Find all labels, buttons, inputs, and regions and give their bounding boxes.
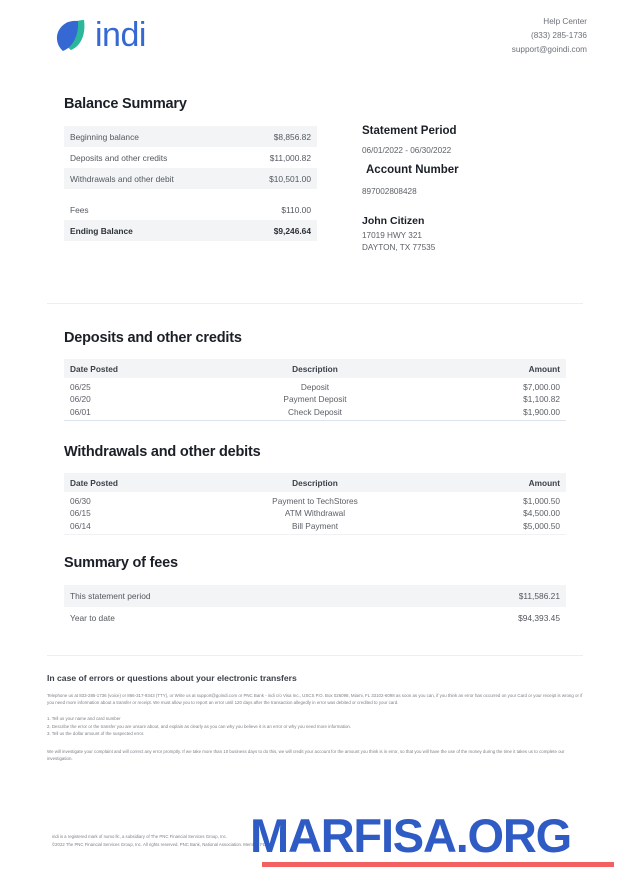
account-number-heading: Account Number — [366, 164, 459, 176]
deposits-table — [64, 359, 566, 418]
cell-description: ATM Withdrawal — [284, 507, 346, 518]
column-header-date: Date Posted — [64, 359, 214, 378]
fee-label: Year to date — [70, 613, 115, 623]
fee-label: This statement period — [70, 591, 151, 601]
balance-label: Ending Balance — [70, 225, 133, 236]
table-header-row — [64, 359, 566, 378]
balance-row-ending — [64, 220, 317, 241]
disclosure-step-item: 2. Describe the error or the transfer you are unsure about, and explain as clearly as you can why you believe it is an error or why you need more information. — [47, 723, 352, 729]
cell-date: 06/14 — [70, 520, 91, 531]
statement-period-heading: Statement Period — [362, 125, 457, 137]
fee-amount: $94,393.45 — [518, 613, 560, 623]
column-header-description: Description — [214, 473, 416, 492]
disclosure-title: In case of errors or questions about your electronic transfers — [47, 673, 297, 683]
table-row — [64, 492, 566, 506]
cell-description: Check Deposit — [288, 406, 342, 417]
watermark-text: MARFISA.ORG — [250, 809, 572, 862]
header-contact-info — [512, 15, 587, 56]
balance-amount: $9,246.64 — [273, 225, 311, 236]
cell-description: Deposit — [300, 382, 330, 392]
cell-amount: $4,500.00 — [523, 507, 560, 518]
customer-address — [362, 230, 582, 254]
column-header-date: Date Posted — [64, 473, 214, 492]
address-line-1: 17019 HWY 321 — [362, 231, 422, 240]
support-phone[interactable]: (833) 285-1736 — [531, 30, 587, 40]
watermark-underline-bar — [262, 862, 614, 867]
balance-label: Deposits and other credits — [70, 152, 168, 163]
column-header-amount: Amount — [416, 473, 566, 492]
cell-amount: $1,100.82 — [523, 393, 560, 404]
withdrawals-table-underline — [64, 534, 566, 535]
disclosure-divider — [47, 655, 583, 656]
column-header-description: Description — [214, 359, 416, 378]
cell-amount: $7,000.00 — [523, 382, 560, 392]
deposits-table-underline — [64, 420, 566, 421]
footer-trademark-line: indi is a registered mark of numo llc, a subsidiary of The PNC Financial Services Group, Inc. — [52, 834, 227, 839]
table-row — [64, 506, 566, 519]
balance-label: Withdrawals and other debit — [70, 173, 174, 184]
cell-amount: $5,000.50 — [523, 520, 560, 531]
withdrawals-section — [64, 444, 566, 535]
balance-row-fees — [64, 199, 317, 220]
statement-period-value: 06/01/2022 - 06/30/2022 — [362, 146, 452, 155]
balance-row-withdrawals — [64, 168, 317, 189]
cell-description: Payment to TechStores — [272, 496, 358, 506]
disclosure-section — [47, 655, 583, 762]
table-row — [64, 392, 566, 405]
table-row — [64, 405, 566, 418]
balance-summary-title: Balance Summary — [64, 96, 187, 112]
leaf-logo-icon — [54, 16, 88, 56]
disclosure-step-item: 3. Tell us the dollar amount of the suspected error. — [47, 731, 145, 737]
address-line-2: DAYTON, TX 77535 — [362, 242, 436, 252]
brand-wordmark: indi — [95, 15, 146, 54]
cell-description: Payment Deposit — [283, 393, 347, 404]
help-center-label[interactable]: Help Center — [543, 17, 587, 26]
withdrawals-table — [64, 473, 566, 532]
section-divider — [47, 303, 583, 304]
account-number-value: 897002808428 — [362, 187, 417, 196]
fee-row-statement-period — [64, 585, 566, 607]
statement-header — [0, 0, 630, 80]
fee-amount: $11,586.21 — [518, 591, 560, 601]
balance-summary-section — [64, 96, 317, 241]
fees-section — [64, 555, 566, 629]
table-row — [64, 378, 566, 392]
deposits-title: Deposits and other credits — [64, 330, 242, 346]
table-header-row — [64, 473, 566, 492]
withdrawals-title: Withdrawals and other debits — [64, 444, 261, 460]
balance-label: Fees — [70, 204, 89, 215]
balance-amount: $11,000.82 — [269, 152, 311, 163]
balance-amount: $110.00 — [281, 204, 311, 215]
disclosure-paragraph-2: We will investigate your complaint and will correct any error promptly. If we take more than 10 business days to do this, we will credit your account for the amount you think is in error, so that you will have the use of the money during the time it takes us to complete our investigation. — [47, 748, 565, 762]
column-header-amount: Amount — [416, 359, 566, 378]
balance-label: Beginning balance — [70, 131, 139, 142]
disclosure-paragraph-1: Telephone us at 833-285-1736 (voice) or 866-317-9343 (TTY), or Write us at support@goindi.com or PNC Bank - indi c/o Visa Inc., USCS P.O. Box 026098, Miami, FL 33102-6098 as soon as you can, if you think an error has occurred on your Card or your receipt is wrong or if you need more information about a transfer or receipt. We must allow you to report an error until 120 days after the transaction allegedly in error was debited or credited to your card. — [47, 693, 583, 706]
cell-date: 06/15 — [70, 507, 91, 518]
balance-amount: $10,501.00 — [269, 173, 311, 184]
fee-row-year-to-date — [64, 607, 566, 629]
disclosure-steps-list — [47, 715, 583, 738]
cell-description: Bill Payment — [291, 520, 339, 531]
cell-date: 06/30 — [70, 496, 91, 506]
balance-amount: $8,856.82 — [273, 131, 311, 142]
support-email[interactable]: support@goindi.com — [511, 44, 587, 54]
customer-name: John Citizen — [362, 215, 425, 227]
cell-amount: $1,000.50 — [523, 496, 560, 506]
cell-amount: $1,900.00 — [523, 406, 560, 417]
legal-footer — [52, 833, 472, 848]
disclosure-step-item: 1. Tell us your name and card number — [47, 716, 121, 722]
footer-copyright-line: ©2022 The PNC Financial Services Group, Inc. All rights reserved. PNC Bank, National Association. Member FDIC. — [52, 841, 272, 847]
cell-date: 06/01 — [70, 406, 91, 417]
balance-row-spacer — [64, 189, 317, 199]
balance-row-deposits — [64, 147, 317, 168]
deposits-section — [64, 330, 566, 421]
table-row — [64, 519, 566, 532]
cell-date: 06/25 — [70, 382, 91, 392]
balance-row-beginning — [64, 126, 317, 147]
brand-logo — [54, 16, 146, 56]
statement-info-section — [362, 125, 582, 254]
cell-date: 06/20 — [70, 393, 91, 404]
fees-title: Summary of fees — [64, 555, 178, 571]
